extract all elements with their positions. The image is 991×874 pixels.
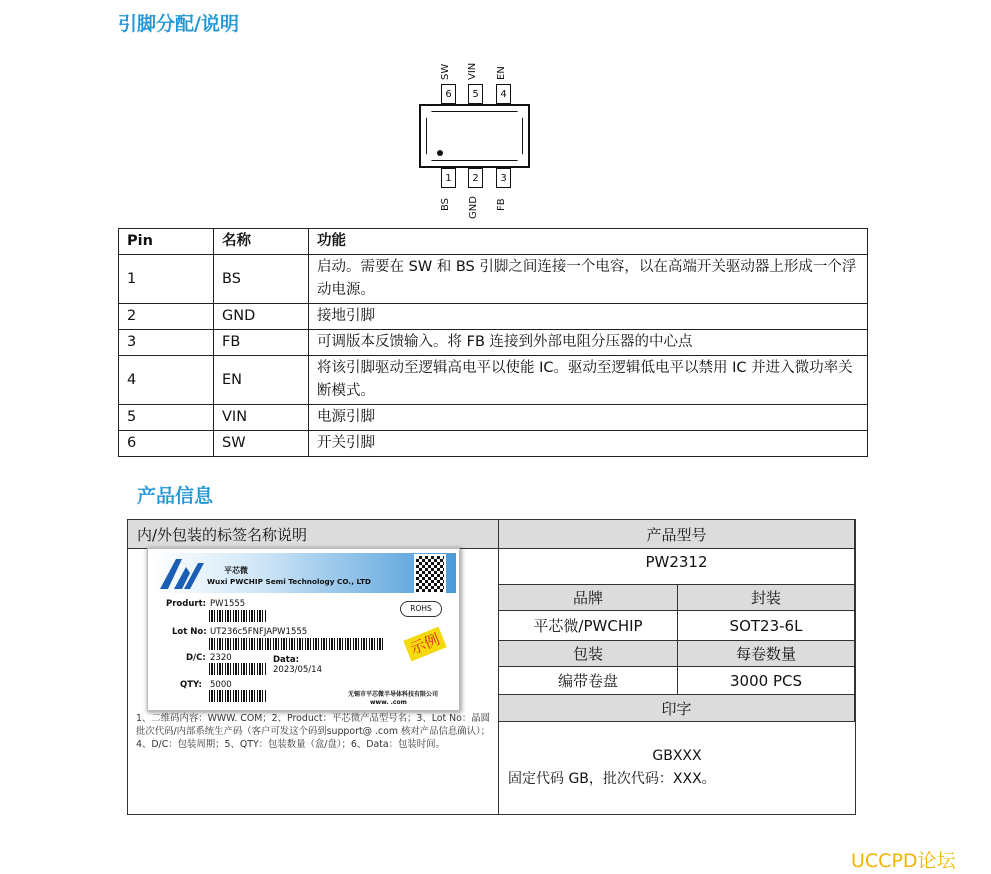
pin-label-fb: FB bbox=[496, 198, 507, 211]
pin-label-vin: VIN bbox=[467, 62, 478, 80]
uccpd-watermark: UCCPD论坛 bbox=[851, 850, 956, 872]
cell-name: BS bbox=[214, 255, 309, 304]
cell-name: VIN bbox=[214, 405, 309, 431]
qty-val: 5000 bbox=[210, 680, 232, 690]
cell-function: 启动。需要在 SW 和 BS 引脚之间连接一个电容，以在高端开关驱动器上形成一个浮动电源。 bbox=[309, 255, 868, 304]
date-key: Data: bbox=[273, 655, 299, 665]
cell-name: EN bbox=[214, 356, 309, 405]
table-row bbox=[119, 405, 868, 431]
pin-label-gnd: GND bbox=[468, 196, 479, 219]
label-description-header: 内/外包装的标签名称说明 bbox=[128, 520, 499, 549]
table-row bbox=[119, 356, 868, 405]
label-card-header bbox=[152, 553, 456, 593]
pin-table-header-row bbox=[119, 229, 868, 255]
marking-header: 印字 bbox=[499, 695, 855, 722]
section-title-product-info: 产品信息 bbox=[137, 485, 214, 507]
dc-val: 2320 bbox=[210, 653, 232, 663]
pin-6: 6 bbox=[441, 84, 456, 104]
table-row bbox=[119, 431, 868, 457]
dc-barcode bbox=[209, 663, 267, 675]
pin-5: 5 bbox=[468, 84, 483, 104]
dc-key: D/C: bbox=[186, 653, 206, 663]
lot-barcode bbox=[209, 638, 384, 650]
cell-function: 接地引脚 bbox=[309, 304, 868, 330]
pin-4: 4 bbox=[496, 84, 511, 104]
cell-pin: 3 bbox=[119, 330, 214, 356]
header-pin: Pin bbox=[119, 229, 214, 255]
footer-company: 无锡市平芯微半导体科技有限公司 bbox=[348, 691, 439, 698]
chip-diagram bbox=[0, 0, 991, 228]
pin-1: 1 bbox=[441, 168, 456, 188]
company-cn: 平芯微 bbox=[224, 566, 248, 575]
product-val: PW1555 bbox=[210, 599, 246, 609]
pin-table bbox=[118, 228, 868, 457]
pin1-marker-dot bbox=[437, 150, 443, 156]
cell-function: 开关引脚 bbox=[309, 431, 868, 457]
model-header: 产品型号 bbox=[499, 520, 855, 549]
qty-barcode bbox=[209, 690, 267, 702]
header-function: 功能 bbox=[309, 229, 868, 255]
cell-name: FB bbox=[214, 330, 309, 356]
pin-2: 2 bbox=[468, 168, 483, 188]
cell-name: GND bbox=[214, 304, 309, 330]
brand-value: 平芯微/PWCHIP bbox=[499, 611, 678, 641]
cell-name: SW bbox=[214, 431, 309, 457]
cell-pin: 4 bbox=[119, 356, 214, 405]
qty-value: 3000 PCS bbox=[678, 667, 855, 695]
cell-pin: 2 bbox=[119, 304, 214, 330]
header-name: 名称 bbox=[214, 229, 309, 255]
cell-function: 可调版本反馈输入。将 FB 连接到外部电阻分压器的中心点 bbox=[309, 330, 868, 356]
chip-body bbox=[419, 104, 530, 168]
pin-label-en: EN bbox=[496, 66, 507, 80]
table-row bbox=[119, 330, 868, 356]
cell-pin: 5 bbox=[119, 405, 214, 431]
lot-val: UT236c5FNFJAPW1555 bbox=[210, 627, 308, 637]
brand-header: 品牌 bbox=[499, 585, 678, 611]
package-header: 封装 bbox=[678, 585, 855, 611]
packing-header: 包装 bbox=[499, 641, 678, 667]
model-value: PW2312 bbox=[499, 549, 855, 585]
qty-header: 每卷数量 bbox=[678, 641, 855, 667]
product-barcode bbox=[209, 610, 267, 622]
label-sample-card bbox=[147, 548, 460, 711]
table-row bbox=[119, 255, 868, 304]
company-en: Wuxi PWCHIP Semi Technology CO., LTD bbox=[207, 577, 371, 586]
pin-label-bs: BS bbox=[440, 197, 451, 211]
rohs-badge: ROHS bbox=[400, 601, 442, 617]
marking-description: 固定代码 GB，批次代码：XXX。 bbox=[508, 771, 716, 787]
pin-label-sw: SW bbox=[440, 63, 451, 80]
sample-stamp: 示例 bbox=[403, 627, 446, 662]
qr-code-icon bbox=[414, 554, 446, 594]
package-value: SOT23-6L bbox=[678, 611, 855, 641]
pwchip-logo-icon bbox=[158, 555, 206, 591]
qty-key: QTY: bbox=[180, 680, 202, 690]
product-key: Produrt: bbox=[166, 599, 207, 609]
cell-function: 电源引脚 bbox=[309, 405, 868, 431]
cell-function: 将该引脚驱动至逻辑高电平以使能 IC。驱动至逻辑低电平以禁用 IC 并进入微功率关断模式。 bbox=[309, 356, 868, 405]
cell-pin: 6 bbox=[119, 431, 214, 457]
pin-3: 3 bbox=[496, 168, 511, 188]
table-row bbox=[119, 304, 868, 330]
footer-web: www. .com bbox=[370, 699, 407, 706]
lot-key: Lot No: bbox=[172, 627, 207, 637]
cell-pin: 1 bbox=[119, 255, 214, 304]
packing-value: 编带卷盘 bbox=[499, 667, 678, 695]
date-val: 2023/05/14 bbox=[273, 665, 322, 675]
marking-area bbox=[499, 722, 855, 814]
marking-value: GBXXX bbox=[652, 748, 702, 764]
label-note: 1、二维码内容：WWW. COM；2、Product：平芯微产品型号名；3、Lot No：晶圆批次代码/内部系统生产码（客户可发这个码到support@ .com 核对产品信息确认）；4、D/C：包装周期；5、QTY：包装数量（盒/盘）；6、Data：包装时间。 bbox=[136, 713, 491, 750]
section-title-pin-assignment: 引脚分配/说明 bbox=[118, 13, 239, 35]
